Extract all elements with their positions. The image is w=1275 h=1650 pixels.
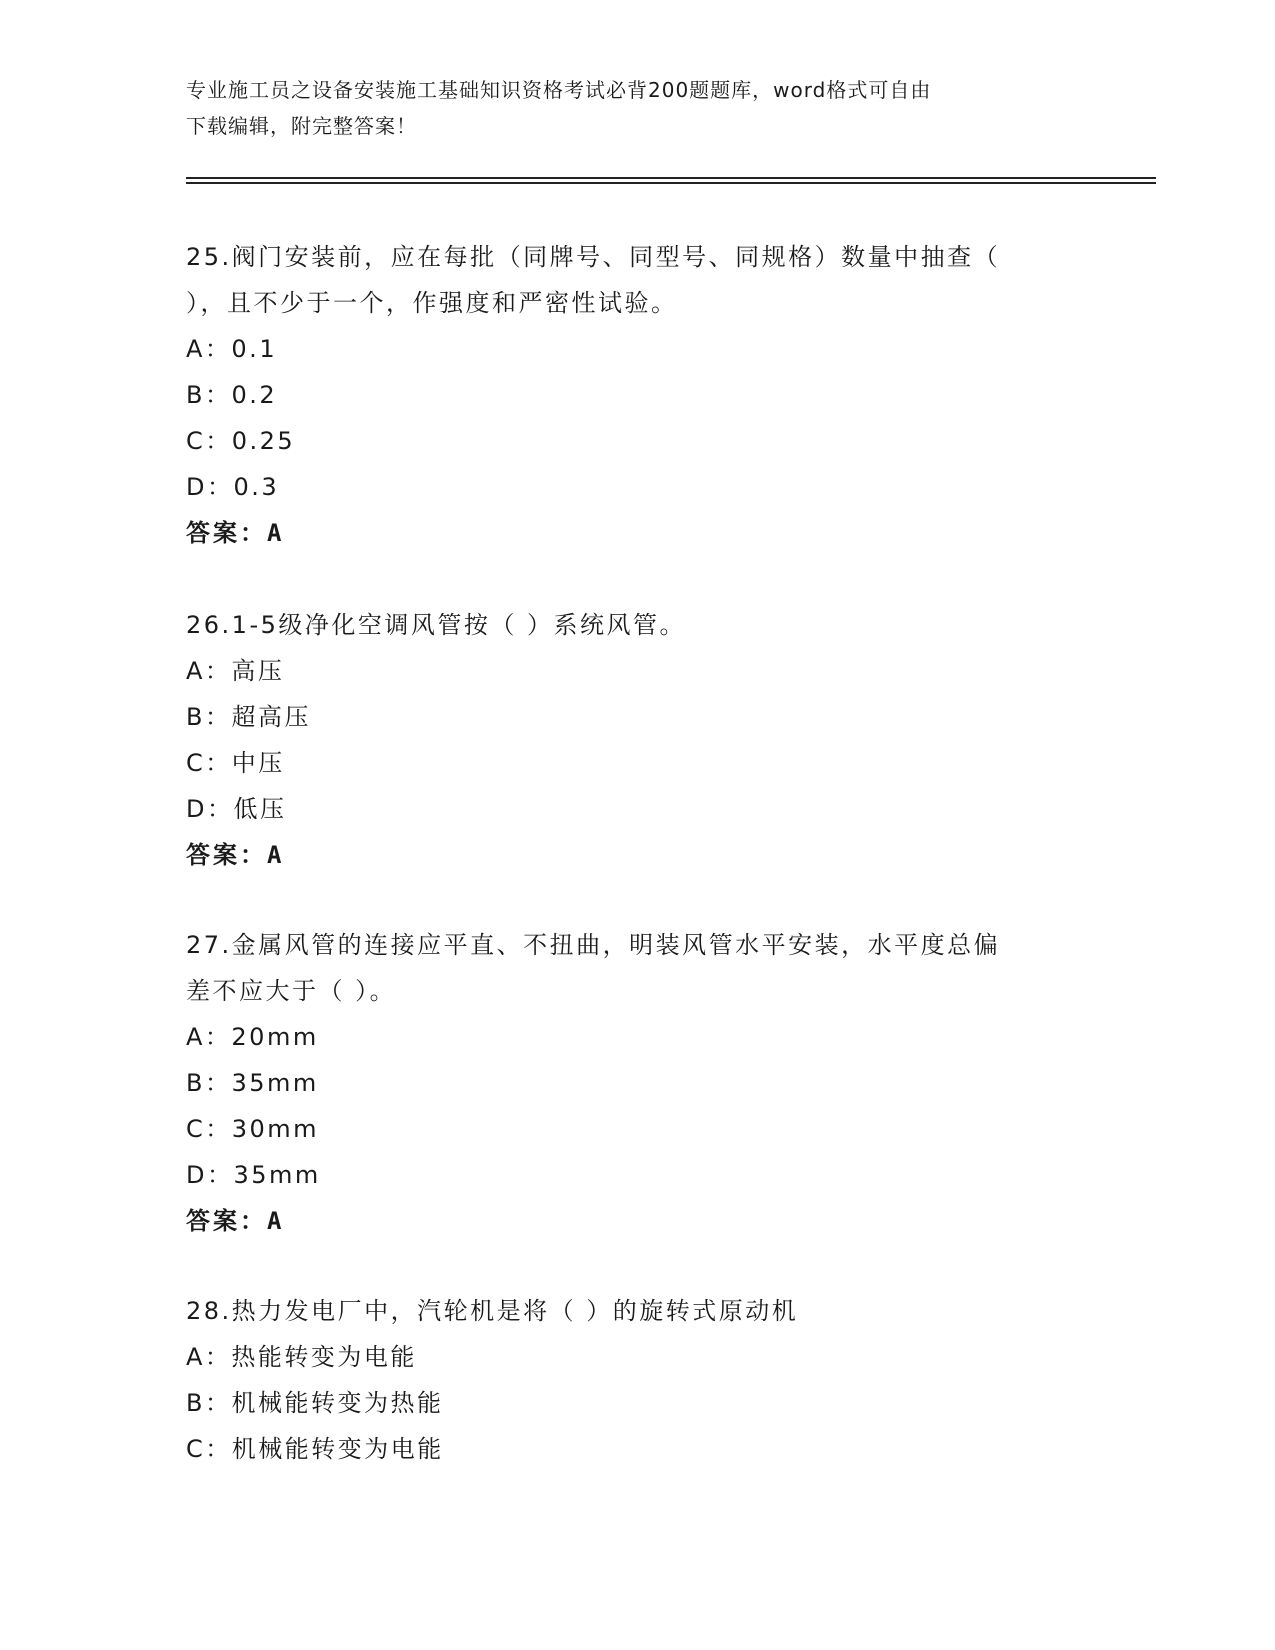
question-stem-line: 差不应大于（ ）。 bbox=[186, 977, 397, 1005]
header-divider-bottom bbox=[186, 182, 1156, 184]
answer-value: A bbox=[267, 841, 284, 869]
header-title-line-2: 下载编辑，附完整答案！ bbox=[186, 114, 417, 138]
option-c: C：0.25 bbox=[186, 427, 296, 455]
question-stem-line: 26.1-5级净化空调风管按（ ）系统风管。 bbox=[186, 611, 686, 639]
option-d: D：35mm bbox=[186, 1161, 321, 1189]
answer-label: 答案： bbox=[186, 1207, 267, 1235]
question-26 bbox=[186, 602, 1086, 878]
question-25 bbox=[186, 234, 1086, 556]
option-b: B：机械能转变为热能 bbox=[186, 1389, 444, 1417]
header-divider-top bbox=[186, 177, 1156, 179]
option-c: C：机械能转变为电能 bbox=[186, 1435, 444, 1463]
question-stem-line: 27.金属风管的连接应平直、不扭曲，明装风管水平安装，水平度总偏 bbox=[186, 931, 1001, 959]
option-b: B：0.2 bbox=[186, 381, 278, 409]
option-a: A：高压 bbox=[186, 657, 285, 685]
option-a: A：0.1 bbox=[186, 335, 278, 363]
option-c: C：中压 bbox=[186, 749, 285, 777]
option-d: D：低压 bbox=[186, 795, 287, 823]
answer bbox=[186, 1198, 1086, 1244]
answer-label: 答案： bbox=[186, 841, 267, 869]
document-header bbox=[186, 72, 1066, 144]
answer-label: 答案： bbox=[186, 519, 267, 547]
option-b: B：超高压 bbox=[186, 703, 311, 731]
question-stem-line: 28.热力发电厂中，汽轮机是将（ ）的旋转式原动机 bbox=[186, 1297, 799, 1325]
answer bbox=[186, 832, 1086, 878]
header-title-line-1: 专业施工员之设备安装施工基础知识资格考试必背200题题库，word格式可自由 bbox=[186, 78, 932, 102]
question-28 bbox=[186, 1288, 1086, 1472]
answer-value: A bbox=[267, 1207, 284, 1235]
option-b: B：35mm bbox=[186, 1069, 319, 1097]
option-a: A：20mm bbox=[186, 1023, 319, 1051]
question-stem-line: ），且不少于一个，作强度和严密性试验。 bbox=[186, 289, 678, 317]
option-c: C：30mm bbox=[186, 1115, 320, 1143]
option-a: A：热能转变为电能 bbox=[186, 1343, 417, 1371]
question-27 bbox=[186, 922, 1086, 1244]
answer-value: A bbox=[267, 519, 284, 547]
answer bbox=[186, 510, 1086, 556]
question-stem-line: 25.阀门安装前，应在每批（同牌号、同型号、同规格）数量中抽查（ bbox=[186, 243, 1001, 271]
option-d: D：0.3 bbox=[186, 473, 280, 501]
